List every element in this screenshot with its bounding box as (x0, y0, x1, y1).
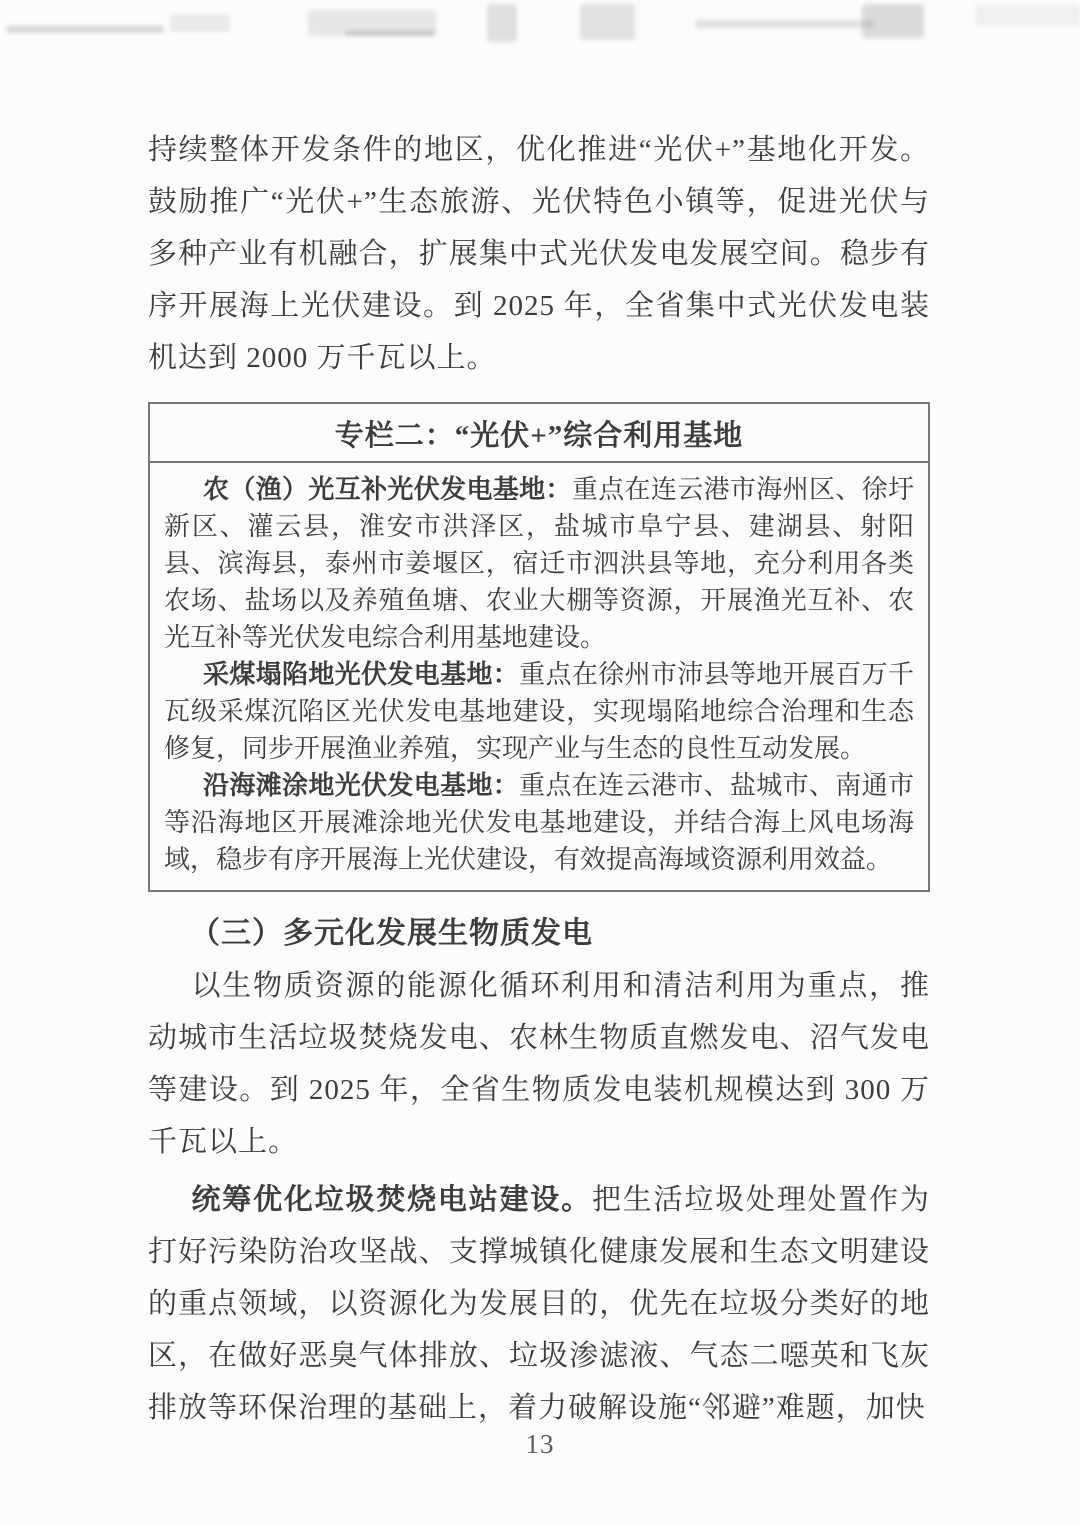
paragraph-text: 把生活垃圾处理处置作为打好污染防治攻坚战、支撑城镇化健康发展和生态文明建设的重点领域，以资源化为发展目的，优先在垃圾分类好的地区，在做好恶臭气体排放、垃圾渗滤液、气态二噁英和飞灰排放等环保治理的基础上，着力破解设施“邻避”难题，加快 (148, 1184, 930, 1424)
scan-smudge (345, 30, 435, 36)
feature-box-column-two (148, 402, 930, 892)
box-item-lead: 农（渔）光互补光伏发电基地： (203, 475, 572, 504)
box-item-lead: 沿海滩涂地光伏发电基地： (203, 771, 520, 800)
box-item-coastal-tidal-flat-pv (164, 767, 914, 878)
feature-box-body (150, 463, 928, 890)
scan-smudge (170, 14, 230, 32)
box-item-text: 重点在连云港市海州区、徐圩新区、灌云县，淮安市洪泽区，盐城市阜宁县、建湖县、射阳县、滨海县，泰州市姜堰区，宿迁市泗洪县等地，充分利用各类农场、盐场以及养殖鱼塘、农业大棚等资源，开展渔光互补、农光互补等光伏发电综合利用基地建设。 (164, 475, 914, 652)
scan-smudge (695, 20, 875, 28)
box-item-agri-fishery-pv (164, 471, 914, 656)
page-number: 13 (525, 1429, 555, 1459)
section-heading-biomass: （三）多元化发展生物质发电 (190, 917, 593, 950)
paragraph-biomass: 以生物质资源的能源化循环利用和清洁利用为重点，推动城市生活垃圾焚烧发电、农林生物质直燃发电、沼气发电等建设。到 2025 年，全省生物质发电装机规模达到 300 万千瓦以上。 (148, 970, 930, 1158)
feature-box-title: 专栏二：“光伏+”综合利用基地 (150, 404, 928, 463)
scan-smudge (487, 4, 517, 42)
scan-smudge (975, 4, 1080, 26)
box-item-lead: 采煤塌陷地光伏发电基地： (203, 660, 520, 689)
box-item-coal-subsidence-pv (164, 656, 914, 767)
box-item-text: 重点在连云港市、盐城市、南通市等沿海地区开展滩涂地光伏发电基地建设，并结合海上风电场海域，稳步有序开展海上光伏建设，有效提高海域资源利用效益。 (164, 771, 914, 874)
scan-smudge (580, 4, 635, 40)
paragraph-pv-development: 持续整体开发条件的地区，优化推进“光伏+”基地化开发。鼓励推广“光伏+”生态旅游、光伏特色小镇等，促进光伏与多种产业有机融合，扩展集中式光伏发电发展空间。稳步有序开展海上光伏建设。到 2025 年，全省集中式光伏发电装机达到 2000 万千瓦以上。 (148, 134, 930, 374)
box-item-text: 重点在徐州市沛县等地开展百万千瓦级采煤沉陷区光伏发电基地建设，实现塌陷地综合治理和生态修复，同步开展渔业养殖，实现产业与生态的良性互动发展。 (164, 660, 914, 763)
paragraph-lead: 统筹优化垃圾焚烧电站建设。 (191, 1184, 592, 1216)
paragraph-waste-incineration (148, 1174, 930, 1434)
scan-smudge (6, 26, 164, 33)
scan-smudge (862, 4, 924, 38)
